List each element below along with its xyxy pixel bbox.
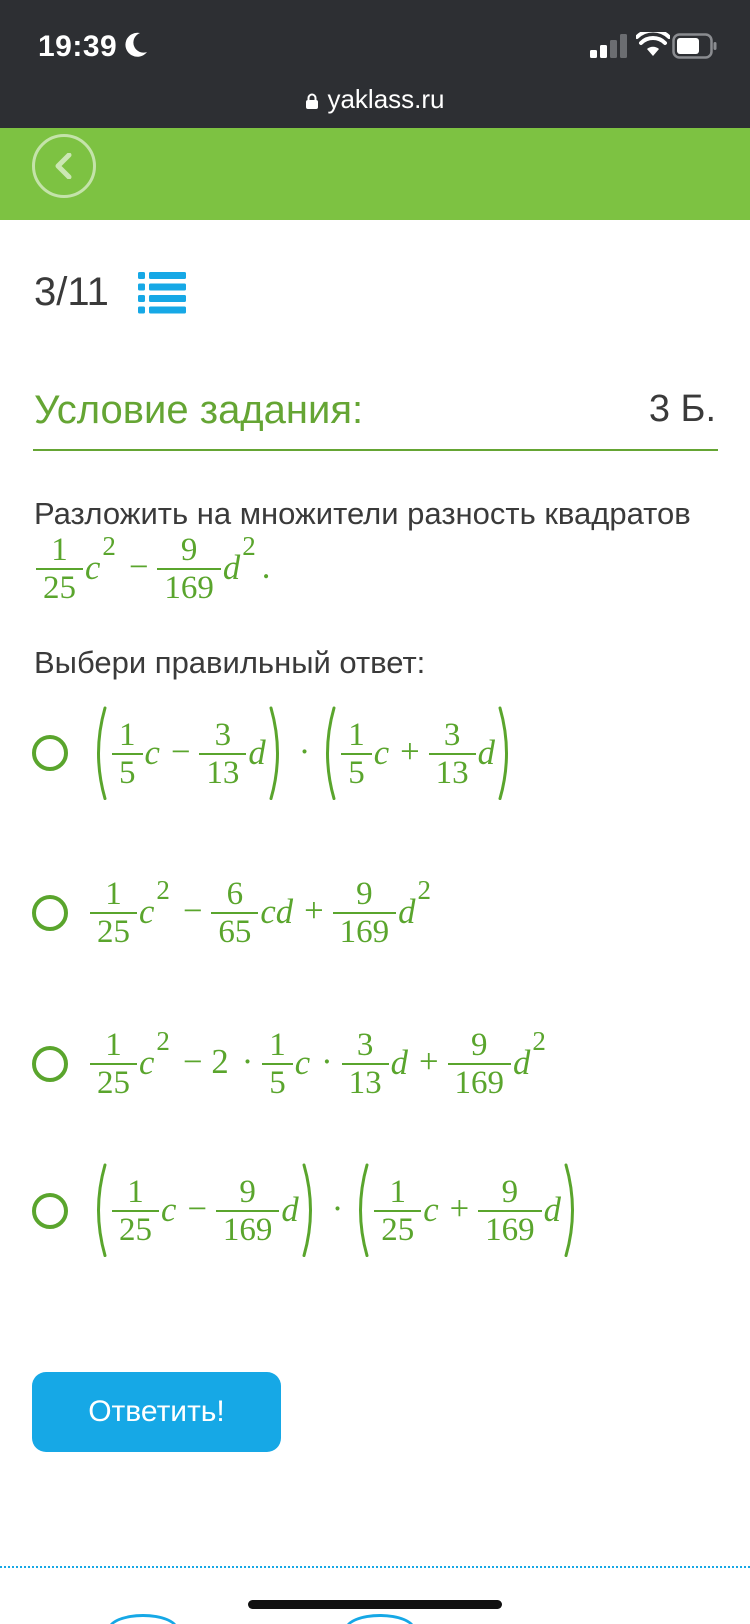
fraction-denominator: 169 [485, 1211, 535, 1248]
footer-divider [0, 1566, 750, 1568]
answer-option-3[interactable] [28, 1008, 718, 1118]
answer-prompt: Выбери правильный ответ: [34, 645, 426, 680]
fraction-numerator: 3 [443, 717, 461, 754]
math-variable: d [477, 734, 495, 773]
fraction-denominator: 169 [164, 569, 214, 606]
fraction-denominator: 5 [119, 754, 136, 791]
math-exponent: 2 [242, 531, 256, 562]
fraction-denominator: 25 [381, 1211, 415, 1248]
fraction-numerator: 9 [356, 876, 373, 913]
fraction-denominator: 25 [119, 1211, 152, 1248]
fraction-denominator: 25 [43, 569, 76, 606]
fraction-denominator: 65 [218, 913, 252, 950]
math-variable: c [139, 893, 155, 932]
option-radio[interactable] [32, 1193, 68, 1229]
math-operator: + [419, 1042, 439, 1081]
option-radio[interactable] [32, 1046, 68, 1082]
status-time: 19:39 [38, 30, 118, 63]
math-variable: d [281, 1191, 299, 1230]
submit-button[interactable]: Ответить! [32, 1372, 281, 1452]
math-operator: − [182, 1042, 203, 1081]
fraction-numerator: 9 [180, 532, 198, 569]
math-variable: c [139, 1044, 155, 1083]
math-variable: c [161, 1191, 177, 1230]
math-variable: c [144, 734, 160, 773]
condition-divider [33, 449, 718, 451]
top-header [0, 128, 750, 220]
moon-icon [123, 30, 149, 60]
option-radio[interactable] [32, 735, 68, 771]
math-number: 2 [211, 1042, 229, 1081]
math-variable: d [390, 1044, 408, 1083]
math-exponent: 2 [102, 531, 116, 562]
math-operator: · [241, 1042, 254, 1081]
fraction-numerator: 1 [269, 1027, 286, 1064]
fraction-numerator: 1 [119, 717, 136, 754]
lock-icon [305, 93, 319, 109]
math-exponent: 2 [532, 1026, 546, 1057]
battery-icon [672, 33, 718, 59]
math-variable: d [513, 1044, 531, 1083]
math-variable: d [248, 734, 266, 773]
fraction-denominator: 5 [269, 1064, 286, 1101]
math-operator: + [304, 891, 324, 930]
math-exponent: 2 [156, 1026, 170, 1057]
fraction-numerator: 1 [348, 717, 365, 754]
list-icon[interactable] [138, 272, 186, 314]
fraction-denominator: 169 [454, 1064, 505, 1101]
option-expression [90, 698, 519, 808]
task-points: 3 Б. [648, 388, 716, 430]
url-text: yaklass.ru [327, 84, 445, 114]
fraction-denominator: 13 [435, 754, 469, 791]
left-paren [352, 1163, 370, 1258]
answer-option-1[interactable] [28, 698, 718, 808]
fraction-numerator: 1 [105, 876, 122, 913]
fraction-numerator: 1 [51, 532, 68, 569]
option-expression [90, 1008, 550, 1118]
math-operator: · [331, 1189, 344, 1228]
math-variable: c [294, 1044, 311, 1083]
math-operator: · [298, 732, 311, 771]
fraction-numerator: 1 [127, 1174, 144, 1211]
math-operator: + [449, 1189, 470, 1228]
math-exponent: 2 [417, 875, 431, 906]
home-indicator [248, 1600, 502, 1609]
status-bar [0, 0, 750, 128]
answer-option-4[interactable] [28, 1155, 718, 1265]
footer-circle [345, 1614, 415, 1624]
math-variable: d [222, 549, 241, 588]
fraction-denominator: 5 [348, 754, 365, 791]
footer-circle [108, 1614, 178, 1624]
math-variable: cd [260, 893, 294, 932]
math-operator: − [182, 891, 203, 930]
fraction-numerator: 3 [214, 717, 232, 754]
fraction-denominator: 169 [222, 1211, 273, 1248]
fraction-denominator: 13 [348, 1064, 382, 1101]
fraction-numerator: 9 [239, 1174, 256, 1211]
math-operator: − [128, 547, 149, 586]
fraction-numerator: 1 [389, 1174, 407, 1211]
condition-title: Условие задания: [34, 388, 364, 432]
fraction-numerator: 6 [226, 876, 244, 913]
wifi-icon [636, 32, 670, 58]
back-arrow-icon [53, 153, 75, 179]
right-paren [268, 706, 286, 801]
math-variable: d [398, 893, 416, 932]
fraction-numerator: 3 [356, 1027, 374, 1064]
math-variable: c [423, 1191, 439, 1230]
answer-option-2[interactable] [28, 857, 718, 967]
fraction-denominator: 169 [339, 913, 390, 950]
signal-icon [590, 34, 630, 58]
option-radio[interactable] [32, 895, 68, 931]
url-bar[interactable] [0, 84, 750, 115]
option-expression [90, 1155, 585, 1265]
right-paren [497, 706, 515, 801]
left-paren [90, 706, 108, 801]
right-paren [563, 1163, 581, 1258]
task-text: Разложить на множители разность квадратов [34, 496, 691, 531]
fraction-denominator: 25 [97, 913, 130, 950]
fraction-numerator: 9 [501, 1174, 519, 1211]
fraction-numerator: 1 [105, 1027, 122, 1064]
math-operator: . [261, 547, 271, 586]
math-exponent: 2 [156, 875, 170, 906]
math-operator: − [170, 732, 191, 771]
back-button[interactable] [32, 134, 96, 198]
fraction-denominator: 25 [97, 1064, 130, 1101]
left-paren [319, 706, 337, 801]
task-counter: 3/11 [34, 270, 109, 314]
math-operator: + [400, 732, 420, 771]
task-expression [36, 522, 272, 614]
fraction-numerator: 9 [471, 1027, 488, 1064]
math-variable: d [543, 1191, 561, 1230]
option-expression [90, 857, 435, 967]
math-variable: c [373, 734, 390, 773]
right-paren [301, 1163, 319, 1258]
fraction-denominator: 13 [206, 754, 240, 791]
math-operator: · [321, 1042, 333, 1081]
math-variable: c [85, 549, 101, 588]
left-paren [90, 1163, 108, 1258]
math-operator: − [187, 1189, 207, 1228]
